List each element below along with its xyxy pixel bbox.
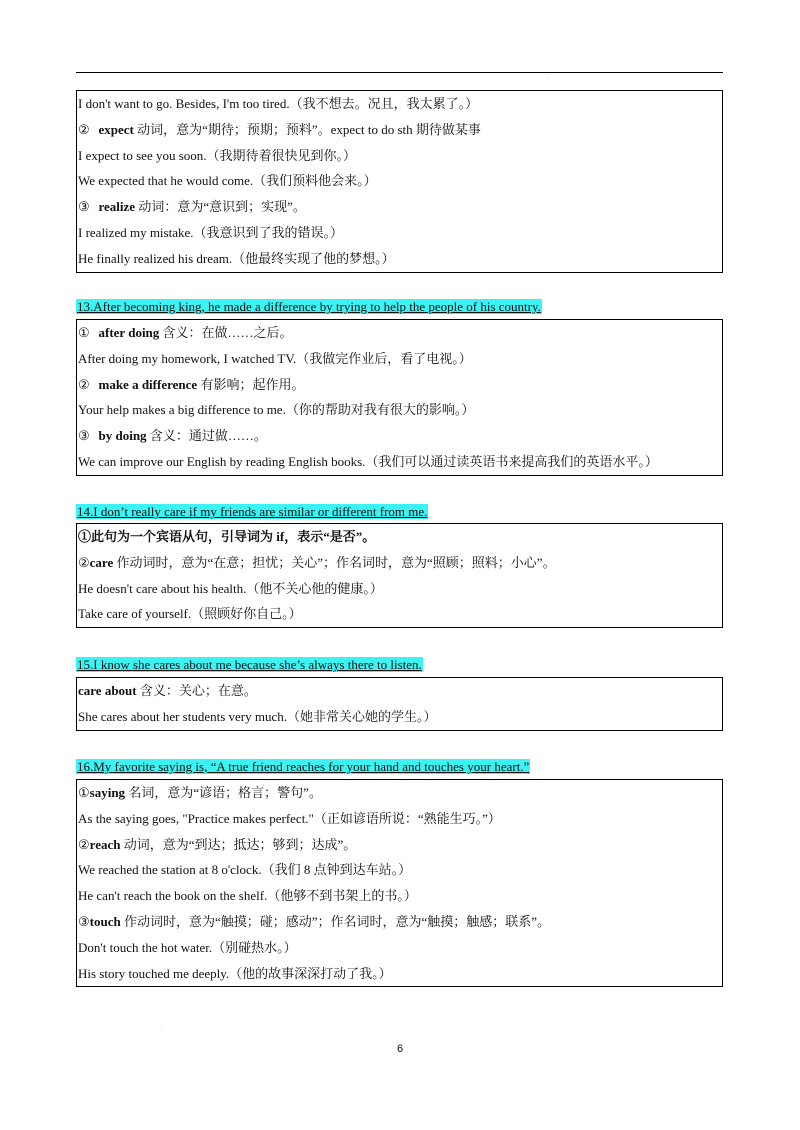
example-line: I realized my mistake.（我意识到了我的错误。） bbox=[78, 224, 344, 240]
box-13 bbox=[76, 319, 723, 476]
definition-line bbox=[77, 194, 722, 220]
keyword: realize bbox=[98, 199, 136, 215]
definition-line bbox=[77, 372, 722, 398]
stray-dot: · bbox=[547, 76, 549, 82]
keyword: by doing bbox=[98, 428, 147, 444]
example-line: We reached the station at 8 o'clock.（我们 8 点钟到达车站。） bbox=[78, 862, 412, 878]
example-line: She cares about her students very much.（她非常关心她的学生。） bbox=[78, 708, 437, 724]
keyword: touch bbox=[89, 913, 121, 929]
definition-text: 动词，意为“到达；抵达；够到；达成”。 bbox=[123, 836, 357, 852]
item-number: ② bbox=[78, 836, 90, 852]
definition-text: 动词：意为“意识到；实现”。 bbox=[138, 199, 306, 215]
definition-text: 含义：通过做……。 bbox=[149, 428, 267, 444]
example-line: After doing my homework, I watched TV.（我做完作业后，看了电视。） bbox=[78, 350, 472, 366]
definition-text: 作动词时，意为“在意；担忧；关心”；作名词时，意为“照顾；照料；小心”。 bbox=[116, 554, 556, 570]
keyword: saying bbox=[89, 785, 126, 800]
box-16 bbox=[76, 779, 723, 987]
definition-text: 含义：关心；在意。 bbox=[139, 683, 257, 698]
keyword: reach bbox=[89, 836, 121, 852]
example-line: I don't want to go. Besides, I'm too tired.（我不想去。况且，我太累了。） bbox=[78, 96, 479, 111]
keyword: care about bbox=[78, 683, 137, 698]
definition-line bbox=[77, 320, 722, 346]
definition-text: 名词，意为“谚语；格言；警句”。 bbox=[128, 785, 322, 800]
item-number: ② bbox=[78, 121, 90, 137]
definition-line bbox=[77, 117, 722, 143]
example-line: He doesn't care about his health.（他不关心他的健康。） bbox=[78, 580, 383, 596]
sentence-heading-15: 15.I know she cares about me because she’s always there to listen. bbox=[77, 657, 422, 672]
definition-line bbox=[77, 678, 722, 704]
item-number: ① bbox=[78, 785, 90, 800]
item-number: ③ bbox=[78, 428, 90, 444]
box-continued bbox=[76, 90, 723, 273]
sentence-heading-16: 16.My favorite saying is, “A true friend reaches for your hand and touches your heart.” bbox=[77, 759, 530, 774]
sentence-heading-13: 13.After becoming king, he made a difference by trying to help the people of his country. bbox=[77, 299, 541, 314]
definition-line bbox=[77, 780, 722, 806]
grammar-note: ①此句为一个宾语从句，引导词为 if，表示“是否”。 bbox=[78, 529, 376, 544]
keyword: after doing bbox=[98, 325, 160, 340]
example-line: I expect to see you soon.（我期待着很快见到你。） bbox=[78, 147, 357, 163]
definition-line bbox=[77, 909, 722, 935]
keyword: expect bbox=[98, 121, 134, 137]
example-line: His story touched me deeply.（他的故事深深打动了我。） bbox=[78, 965, 392, 981]
header-rule bbox=[76, 72, 723, 73]
box-15 bbox=[76, 677, 723, 731]
sentence-heading-14: 14.I don’t really care if my friends are similar or different from me. bbox=[77, 504, 428, 519]
item-number: ③ bbox=[78, 913, 90, 929]
item-number: ② bbox=[78, 376, 90, 392]
definition-text: 含义：在做……之后。 bbox=[162, 325, 293, 340]
item-number: ② bbox=[78, 554, 90, 570]
box-14 bbox=[76, 523, 723, 628]
example-line: We expected that he would come.（我们预料他会来。） bbox=[78, 173, 377, 189]
example-line: Take care of yourself.（照顾好你自己。） bbox=[78, 606, 302, 622]
keyword: care bbox=[89, 554, 114, 570]
definition-line bbox=[77, 832, 722, 858]
definition-text: 作动词时，意为“触摸；碰；感动”；作名词时，意为“触摸；触感；联系”。 bbox=[123, 913, 551, 929]
item-number: ① bbox=[78, 325, 90, 340]
keyword: make a difference bbox=[98, 376, 198, 392]
example-line: As the saying goes, "Practice makes perfect."（正如谚语所说：“熟能生巧。”） bbox=[78, 810, 501, 826]
stray-dot: · bbox=[160, 1028, 162, 1034]
definition-text: 动词，意为“期待；预期；预料”。expect to do sth 期待做某事 bbox=[137, 121, 481, 137]
item-number: ③ bbox=[78, 199, 90, 215]
example-line: Your help makes a big difference to me.（你的帮助对我有很大的影响。） bbox=[78, 402, 475, 418]
definition-line bbox=[77, 423, 722, 449]
example-line: He finally realized his dream.（他最终实现了他的梦想。） bbox=[78, 250, 395, 266]
definition-line bbox=[77, 550, 722, 576]
definition-text: 有影响；起作用。 bbox=[200, 376, 305, 392]
example-line: We can improve our English by reading English books.（我们可以通过读英语书来提高我们的英语水平。） bbox=[78, 453, 658, 469]
example-line: Don't touch the hot water.（别碰热水。） bbox=[78, 939, 297, 955]
page-number: 6 bbox=[396, 1043, 404, 1055]
example-line: He can't reach the book on the shelf.（他够不到书架上的书。） bbox=[78, 888, 417, 904]
